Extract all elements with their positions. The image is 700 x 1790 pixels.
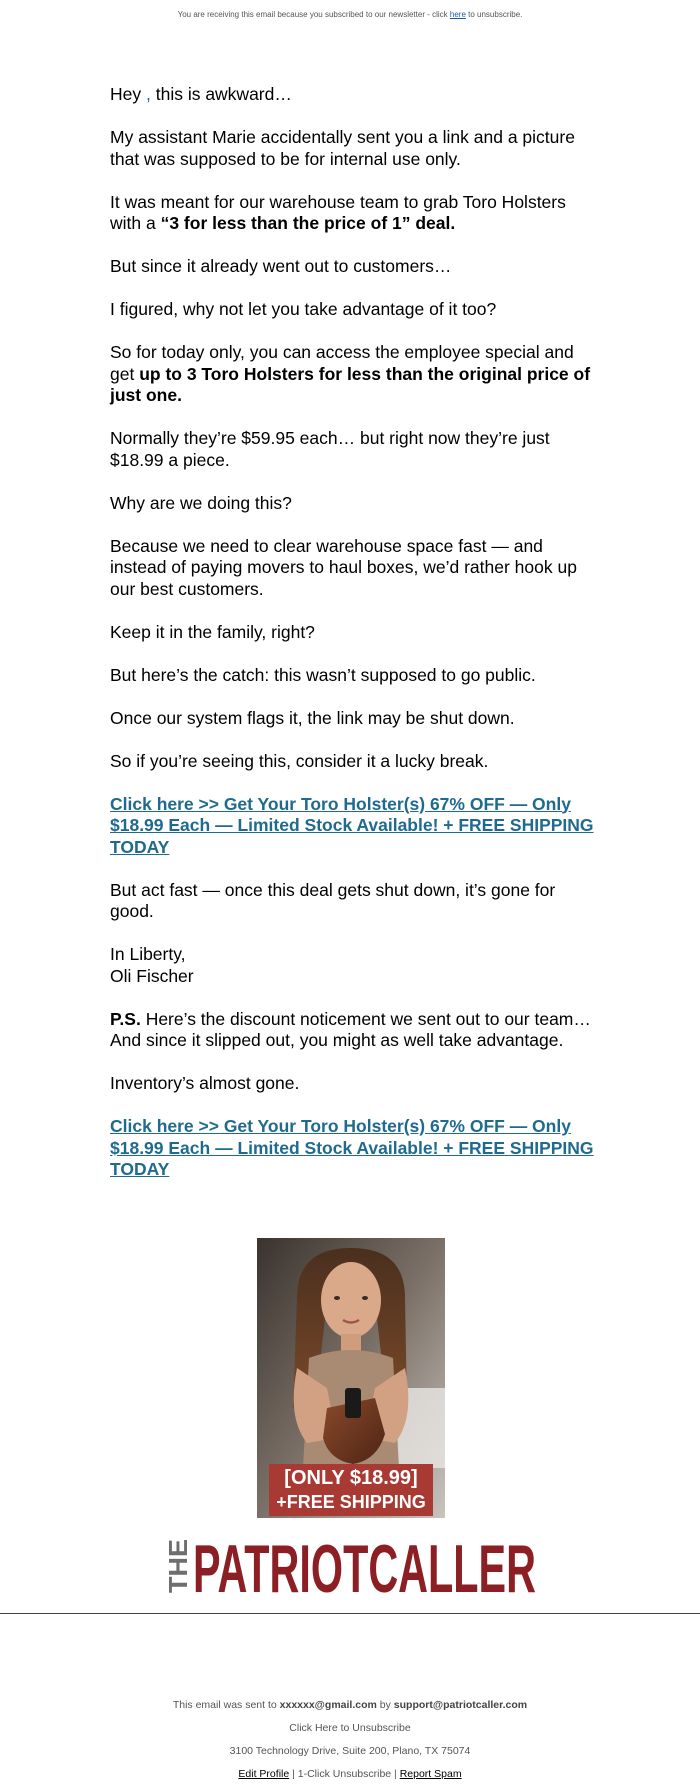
footer-address: 3100 Technology Drive, Suite 200, Plano, TX 75074 bbox=[229, 1745, 471, 1757]
paragraph: It was meant for our warehouse team to grab Toro Holsters with a “3 for less than the price of 1” deal. bbox=[110, 191, 566, 233]
paragraph: Keep it in the family, right? bbox=[110, 621, 315, 642]
recipient-email: xxxxxx@gmail.com bbox=[279, 1699, 377, 1711]
footer-unsubscribe[interactable]: Click Here to Unsubscribe bbox=[289, 1722, 411, 1734]
signature-name: Oli Fischer bbox=[110, 965, 194, 986]
bold-text: up to 3 Toro Holsters for less than the original price of just one. bbox=[110, 363, 591, 405]
postscript: P.S. Here’s the discount noticement we sent out to our team… And since it slipped out, you might as well take advantage. bbox=[110, 1008, 591, 1050]
greeting: Hey , this is awkward… bbox=[110, 84, 292, 104]
product-photo[interactable] bbox=[257, 1238, 445, 1518]
paragraph: Normally they’re $59.95 each… but right now they’re just $18.99 a piece. bbox=[110, 428, 550, 470]
paragraph: Inventory’s almost gone. bbox=[110, 1073, 300, 1093]
paragraph: Why are we doing this? bbox=[110, 492, 292, 513]
price-banner bbox=[269, 1464, 433, 1516]
paragraph: But since it already went out to customers… bbox=[110, 256, 452, 276]
paragraph: But here’s the catch: this wasn’t supposed to go public. bbox=[110, 664, 536, 685]
preheader-unsubscribe-link[interactable]: here bbox=[449, 10, 466, 19]
footer-links: Edit Profile | 1-Click Unsubscribe | Report Spam bbox=[238, 1768, 462, 1780]
cta-paragraph bbox=[110, 794, 600, 859]
preheader bbox=[0, 10, 700, 19]
ps-label: P.S. bbox=[110, 1008, 141, 1029]
sender-email: support@patriotcaller.com bbox=[393, 1699, 528, 1711]
paragraph: So if you’re seeing this, consider it a lucky break. bbox=[110, 750, 489, 771]
bold-text: “3 for less than the price of 1” deal. bbox=[160, 213, 456, 233]
paragraph: Because we need to clear warehouse space fast — and instead of paying movers to haul boxes, we’d rather hook up our best customers. bbox=[110, 535, 577, 599]
logo-name: PATRIOTCALLER bbox=[193, 1535, 536, 1595]
paragraph: So for today only, you can access the employee special and get up to 3 Toro Holsters for less than the original price of just one. bbox=[110, 342, 591, 405]
shipping-text: +FREE SHIPPING bbox=[276, 1492, 426, 1512]
report-spam-link[interactable]: Report Spam bbox=[399, 1768, 462, 1780]
footer-divider bbox=[0, 1613, 700, 1614]
greeting-comma: , bbox=[145, 84, 151, 104]
edit-profile-link[interactable]: Edit Profile bbox=[238, 1768, 290, 1780]
footer-sent-to: This email was sent to xxxxxx@gmail.com by support@patriotcaller.com bbox=[172, 1699, 528, 1711]
paragraph: But act fast — once this deal gets shut down, it’s gone for good. bbox=[110, 879, 556, 921]
cta-link-primary[interactable]: Click here >> Get Your Toro Holster(s) 67% OFF — Only $18.99 Each — Limited Stock Available! + FREE SHIPPING TODAY bbox=[110, 793, 594, 857]
preheader-text-after: to unsubscribe. bbox=[465, 10, 523, 19]
preheader-text: You are receiving this email because you subscribed to our newsletter - click bbox=[177, 10, 450, 19]
cta-paragraph bbox=[110, 1116, 600, 1181]
cta-link-secondary[interactable]: Click here >> Get Your Toro Holster(s) 67% OFF — Only $18.99 Each — Limited Stock Available! + FREE SHIPPING TODAY bbox=[110, 1116, 594, 1179]
signoff: In Liberty, Oli Fischer bbox=[110, 944, 194, 986]
one-click-unsubscribe-link[interactable]: 1-Click Unsubscribe bbox=[297, 1768, 392, 1780]
paragraph: I figured, why not let you take advantage of it too? bbox=[110, 299, 497, 319]
paragraph: Once our system flags it, the link may be shut down. bbox=[110, 707, 515, 728]
logo-the: THE bbox=[163, 1541, 193, 1593]
paragraph: My assistant Marie accidentally sent you a link and a picture that was supposed to be for internal use only. bbox=[110, 127, 575, 169]
footer bbox=[0, 1698, 700, 1790]
price-text: [ONLY $18.99] bbox=[284, 1467, 418, 1489]
email-body bbox=[110, 84, 600, 1202]
patriot-caller-logo[interactable] bbox=[160, 1535, 540, 1595]
